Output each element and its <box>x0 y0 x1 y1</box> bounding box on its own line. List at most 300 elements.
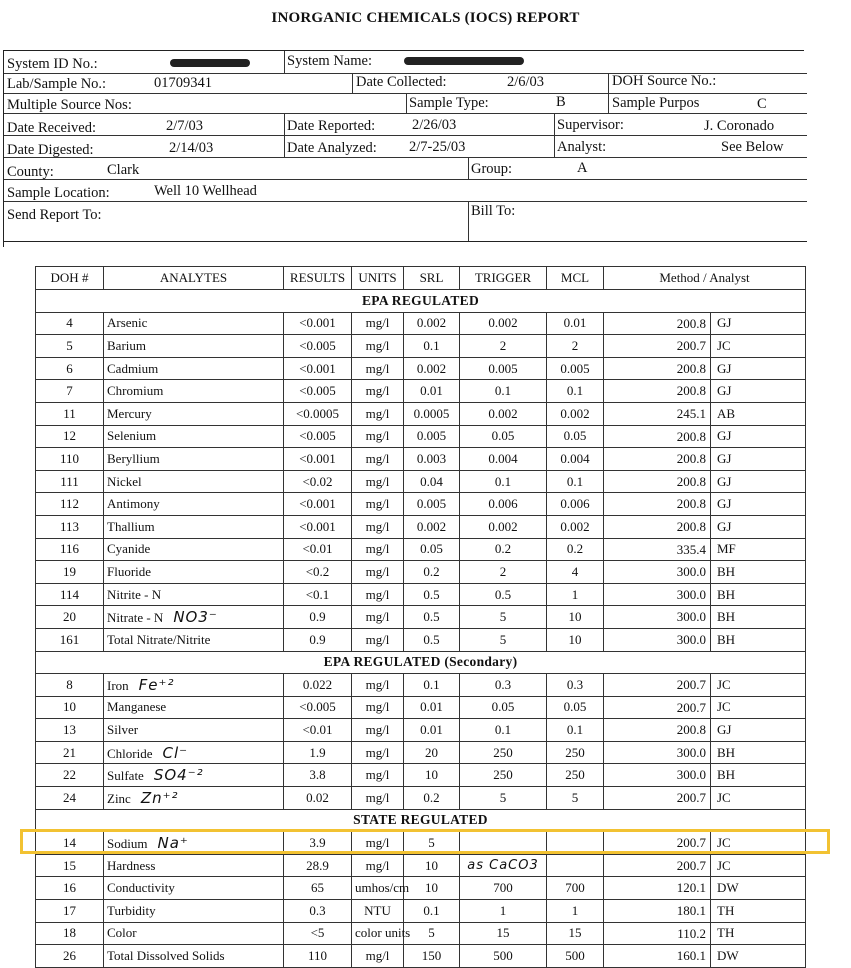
supervisor-label: Supervisor: <box>557 117 624 133</box>
method-number: 120.1 <box>607 877 711 899</box>
method-cell <box>604 606 806 629</box>
method-number: 200.8 <box>607 516 711 538</box>
analyst-initials: MF <box>717 541 736 557</box>
header-form <box>3 50 804 247</box>
analyst-initials: BH <box>717 744 736 760</box>
analyst-initials: TH <box>717 902 735 918</box>
analyst-initials: BH <box>717 767 736 783</box>
method-cell <box>604 764 806 787</box>
mcl-value: 0.01 <box>547 312 604 335</box>
method-number: 200.8 <box>607 471 711 493</box>
trigger-value: 5 <box>460 787 547 810</box>
srl-value: 0.005 <box>404 425 460 448</box>
units-value: mg/l <box>352 787 404 810</box>
analyst-initials: JC <box>717 699 731 715</box>
result-value: 65 <box>284 877 352 900</box>
analyte-cell <box>104 674 284 697</box>
srl-value: 0.0005 <box>404 402 460 425</box>
header-rule <box>4 179 807 180</box>
analyst-initials: GJ <box>717 496 732 512</box>
sample-type-label: Sample Type: <box>409 95 489 111</box>
analyte-cell <box>104 877 284 900</box>
table-row <box>36 357 806 380</box>
column-header: MCL <box>547 267 604 290</box>
analyte-name: Nitrite - N <box>107 586 162 602</box>
method-number: 200.8 <box>607 358 711 380</box>
mcl-value: 0.006 <box>547 493 604 516</box>
method-cell <box>604 674 806 697</box>
mcl-value: 500 <box>547 945 604 968</box>
method-number: 200.8 <box>607 719 711 741</box>
method-cell <box>604 402 806 425</box>
trigger-value: 0.004 <box>460 448 547 471</box>
doh-number: 114 <box>36 583 104 606</box>
srl-value: 0.5 <box>404 606 460 629</box>
units-value: mg/l <box>352 945 404 968</box>
analyte-cell <box>104 425 284 448</box>
srl-value: 0.05 <box>404 538 460 561</box>
table-row <box>36 832 806 855</box>
trigger-value: 0.5 <box>460 583 547 606</box>
method-cell <box>604 832 806 855</box>
mcl-value: 0.002 <box>547 402 604 425</box>
table-row <box>36 312 806 335</box>
trigger-value: 250 <box>460 741 547 764</box>
units-value: mg/l <box>352 741 404 764</box>
trigger-value: as CaCO3 <box>460 854 547 877</box>
header-divider <box>468 201 469 241</box>
analyte-name: Silver <box>107 722 139 738</box>
analyte-cell <box>104 854 284 877</box>
analyte-cell <box>104 787 284 810</box>
supervisor-value: J. Coronado <box>704 118 775 134</box>
analyte-cell <box>104 561 284 584</box>
srl-value: 0.1 <box>404 900 460 923</box>
date-analyzed-label: Date Analyzed: <box>287 140 377 156</box>
table-body <box>36 290 806 968</box>
trigger-value: 250 <box>460 764 547 787</box>
table-row <box>36 335 806 358</box>
srl-value: 5 <box>404 832 460 855</box>
doh-number: 7 <box>36 380 104 403</box>
column-header: ANALYTES <box>104 267 284 290</box>
srl-value: 10 <box>404 854 460 877</box>
doh-number: 10 <box>36 696 104 719</box>
method-cell <box>604 741 806 764</box>
srl-value: 0.002 <box>404 515 460 538</box>
mcl-value: 250 <box>547 764 604 787</box>
analyst-initials: DW <box>717 948 739 964</box>
trigger-value: 0.005 <box>460 357 547 380</box>
method-number: 245.1 <box>607 403 711 425</box>
method-number: 300.0 <box>607 629 711 651</box>
mcl-value: 15 <box>547 922 604 945</box>
doh-number: 22 <box>36 764 104 787</box>
doh-number: 16 <box>36 877 104 900</box>
trigger-value: 2 <box>460 561 547 584</box>
analyst-label: Analyst: <box>557 139 607 155</box>
result-value: <0.005 <box>284 380 352 403</box>
table-row <box>36 741 806 764</box>
header-rule <box>4 135 807 136</box>
trigger-value: 0.05 <box>460 425 547 448</box>
header-divider <box>406 93 407 113</box>
analyte-name: Iron <box>107 677 129 693</box>
sample-purpose-label: Sample Purpos <box>612 95 700 111</box>
analyst-initials: GJ <box>717 428 732 444</box>
column-header: UNITS <box>352 267 404 290</box>
srl-value: 150 <box>404 945 460 968</box>
method-number: 200.8 <box>607 448 711 470</box>
send-report-label: Send Report To: <box>7 207 102 223</box>
srl-value: 0.5 <box>404 628 460 651</box>
date-collected-label: Date Collected: <box>356 74 447 90</box>
section-header-row <box>36 290 806 313</box>
analyte-name: Hardness <box>107 857 156 873</box>
analyst-initials: AB <box>717 405 736 421</box>
table-row <box>36 764 806 787</box>
header-divider <box>554 113 555 157</box>
column-header: TRIGGER <box>460 267 547 290</box>
handwritten-note: NO3⁻ <box>173 608 218 627</box>
method-cell <box>604 900 806 923</box>
result-value: 0.022 <box>284 674 352 697</box>
redacted-system-name <box>404 57 524 65</box>
method-number: 160.1 <box>607 945 711 967</box>
units-value: mg/l <box>352 380 404 403</box>
table-row <box>36 674 806 697</box>
method-cell <box>604 719 806 742</box>
method-cell <box>604 696 806 719</box>
header-bottom-rule <box>4 241 807 242</box>
county-label: County: <box>7 164 54 180</box>
doh-number: 6 <box>36 357 104 380</box>
table-row <box>36 538 806 561</box>
analyte-name: Nickel <box>107 473 142 489</box>
analytes-table-wrap <box>35 266 805 968</box>
units-value: mg/l <box>352 696 404 719</box>
analyte-name: Antimony <box>107 496 160 512</box>
mcl-value: 0.3 <box>547 674 604 697</box>
srl-value: 10 <box>404 877 460 900</box>
result-value: <0.005 <box>284 696 352 719</box>
result-value: 0.9 <box>284 628 352 651</box>
trigger-value <box>460 832 547 855</box>
mcl-value: 0.1 <box>547 470 604 493</box>
method-cell <box>604 493 806 516</box>
method-number: 300.0 <box>607 561 711 583</box>
analyte-cell <box>104 470 284 493</box>
method-cell <box>604 448 806 471</box>
system-id-label: System ID No.: <box>7 56 98 72</box>
units-value: mg/l <box>352 357 404 380</box>
units-value: mg/l <box>352 402 404 425</box>
analyst-initials: GJ <box>717 315 732 331</box>
srl-value: 0.002 <box>404 357 460 380</box>
method-cell <box>604 787 806 810</box>
analyte-cell <box>104 900 284 923</box>
srl-value: 0.2 <box>404 561 460 584</box>
doh-number: 11 <box>36 402 104 425</box>
mcl-value: 10 <box>547 628 604 651</box>
units-value: mg/l <box>352 312 404 335</box>
analyte-cell <box>104 922 284 945</box>
table-row <box>36 606 806 629</box>
srl-value: 0.01 <box>404 696 460 719</box>
section-title: EPA REGULATED (Secondary) <box>36 651 806 674</box>
sample-purpose-value: C <box>757 96 767 112</box>
mcl-value: 0.05 <box>547 425 604 448</box>
date-collected-value: 2/6/03 <box>507 74 545 90</box>
table-row <box>36 922 806 945</box>
analyst-initials: JC <box>717 835 731 851</box>
header-rule <box>4 201 807 202</box>
analyst-value: See Below <box>721 139 784 155</box>
srl-value: 0.04 <box>404 470 460 493</box>
method-cell <box>604 854 806 877</box>
section-header-row <box>36 809 806 832</box>
units-value: mg/l <box>352 583 404 606</box>
handwritten-note: SO4⁻² <box>153 766 204 785</box>
sample-type-value: B <box>556 94 566 110</box>
mcl-value: 250 <box>547 741 604 764</box>
srl-value: 0.2 <box>404 787 460 810</box>
group-value: A <box>577 160 588 176</box>
table-row <box>36 561 806 584</box>
analyst-initials: BH <box>717 563 736 579</box>
result-value: <0.001 <box>284 357 352 380</box>
bill-to-label: Bill To: <box>471 203 516 219</box>
method-cell <box>604 380 806 403</box>
trigger-value: 0.1 <box>460 380 547 403</box>
method-cell <box>604 425 806 448</box>
section-title: STATE REGULATED <box>36 809 806 832</box>
analyte-cell <box>104 312 284 335</box>
table-row <box>36 470 806 493</box>
table-row <box>36 628 806 651</box>
mcl-value: 700 <box>547 877 604 900</box>
units-value: mg/l <box>352 561 404 584</box>
srl-value: 0.1 <box>404 335 460 358</box>
analyst-initials: BH <box>717 609 736 625</box>
redacted-system-id <box>170 59 250 67</box>
analyte-cell <box>104 515 284 538</box>
section-header-row <box>36 651 806 674</box>
method-cell <box>604 470 806 493</box>
analyst-initials: GJ <box>717 360 732 376</box>
analyte-cell <box>104 628 284 651</box>
method-number: 200.7 <box>607 832 711 854</box>
srl-value: 0.003 <box>404 448 460 471</box>
method-number: 200.8 <box>607 426 711 448</box>
doh-number: 112 <box>36 493 104 516</box>
units-value: mg/l <box>352 425 404 448</box>
srl-value: 0.01 <box>404 719 460 742</box>
method-number: 200.7 <box>607 335 711 357</box>
header-divider <box>468 157 469 179</box>
trigger-value: 0.006 <box>460 493 547 516</box>
method-number: 200.8 <box>607 313 711 335</box>
doh-number: 4 <box>36 312 104 335</box>
analyte-cell <box>104 741 284 764</box>
analyst-initials: DW <box>717 880 739 896</box>
result-value: <0.001 <box>284 515 352 538</box>
lab-sample-value: 01709341 <box>154 75 212 91</box>
result-value: <0.02 <box>284 470 352 493</box>
analyte-name: Barium <box>107 337 146 353</box>
doh-number: 26 <box>36 945 104 968</box>
table-row <box>36 877 806 900</box>
trigger-value: 5 <box>460 606 547 629</box>
units-value: mg/l <box>352 335 404 358</box>
mcl-value: 0.1 <box>547 719 604 742</box>
method-number: 110.2 <box>607 923 711 945</box>
method-number: 200.7 <box>607 787 711 809</box>
units-value: mg/l <box>352 606 404 629</box>
units-value: mg/l <box>352 674 404 697</box>
result-value: <0.001 <box>284 448 352 471</box>
method-number: 300.0 <box>607 742 711 764</box>
analyte-name: Color <box>107 925 137 941</box>
result-value: 110 <box>284 945 352 968</box>
units-value: mg/l <box>352 470 404 493</box>
table-row <box>36 380 806 403</box>
mcl-value: 0.05 <box>547 696 604 719</box>
doh-number: 20 <box>36 606 104 629</box>
method-cell <box>604 335 806 358</box>
analyte-cell <box>104 448 284 471</box>
doh-number: 19 <box>36 561 104 584</box>
result-value: <0.0005 <box>284 402 352 425</box>
analyte-cell <box>104 764 284 787</box>
srl-value: 5 <box>404 922 460 945</box>
method-cell <box>604 628 806 651</box>
srl-value: 10 <box>404 764 460 787</box>
analyte-cell <box>104 583 284 606</box>
analyte-name: Nitrate - N <box>107 610 164 626</box>
trigger-value: 5 <box>460 628 547 651</box>
units-value: mg/l <box>352 515 404 538</box>
analyst-initials: BH <box>717 631 736 647</box>
doh-number: 15 <box>36 854 104 877</box>
sample-location-value: Well 10 Wellhead <box>154 183 257 199</box>
analyte-cell <box>104 696 284 719</box>
result-value: 1.9 <box>284 741 352 764</box>
method-number: 200.7 <box>607 697 711 719</box>
doh-number: 8 <box>36 674 104 697</box>
doh-number: 110 <box>36 448 104 471</box>
doh-number: 113 <box>36 515 104 538</box>
trigger-value: 0.002 <box>460 515 547 538</box>
method-number: 200.7 <box>607 855 711 877</box>
method-number: 335.4 <box>607 539 711 561</box>
column-header: SRL <box>404 267 460 290</box>
column-header: Method / Analyst <box>604 267 806 290</box>
table-row <box>36 719 806 742</box>
method-cell <box>604 357 806 380</box>
table-row <box>36 493 806 516</box>
doh-source-label: DOH Source No.: <box>612 73 717 89</box>
header-divider <box>284 113 285 157</box>
trigger-value: 1 <box>460 900 547 923</box>
srl-value: 0.01 <box>404 380 460 403</box>
analyte-name: Total Nitrate/Nitrite <box>107 631 211 647</box>
table-row <box>36 900 806 923</box>
table-row <box>36 945 806 968</box>
mcl-value: 0.1 <box>547 380 604 403</box>
analyte-cell <box>104 538 284 561</box>
handwritten-note: Zn⁺² <box>140 788 179 807</box>
analyte-name: Thallium <box>107 518 155 534</box>
section-title: EPA REGULATED <box>36 290 806 313</box>
analyst-initials: GJ <box>717 722 732 738</box>
table-row <box>36 583 806 606</box>
method-cell <box>604 538 806 561</box>
srl-value: 0.005 <box>404 493 460 516</box>
doh-number: 14 <box>36 832 104 855</box>
table-row <box>36 696 806 719</box>
analyst-initials: JC <box>717 789 731 805</box>
mcl-value: 0.004 <box>547 448 604 471</box>
method-cell <box>604 922 806 945</box>
analyte-name: Sulfate <box>107 768 144 784</box>
units-value: NTU <box>352 900 404 923</box>
method-number: 300.0 <box>607 584 711 606</box>
mcl-value: 4 <box>547 561 604 584</box>
mcl-value: 0.005 <box>547 357 604 380</box>
mcl-value <box>547 832 604 855</box>
srl-value: 0.1 <box>404 674 460 697</box>
units-value: umhos/cm <box>352 877 404 900</box>
doh-number: 12 <box>36 425 104 448</box>
analyst-initials: JC <box>717 676 731 692</box>
multiple-source-label: Multiple Source Nos: <box>7 97 132 113</box>
result-value: 0.02 <box>284 787 352 810</box>
method-number: 200.7 <box>607 674 711 696</box>
analyst-initials: GJ <box>717 450 732 466</box>
doh-number: 17 <box>36 900 104 923</box>
analyst-initials: GJ <box>717 473 732 489</box>
table-row <box>36 448 806 471</box>
analyte-cell <box>104 335 284 358</box>
method-cell <box>604 561 806 584</box>
date-received-label: Date Received: <box>7 120 96 136</box>
analyst-initials: GJ <box>717 383 732 399</box>
method-number: 200.8 <box>607 380 711 402</box>
trigger-value: 0.2 <box>460 538 547 561</box>
trigger-value: 2 <box>460 335 547 358</box>
result-value: <0.01 <box>284 719 352 742</box>
date-received-value: 2/7/03 <box>166 118 204 134</box>
analyte-name: Chloride <box>107 745 153 761</box>
county-value: Clark <box>107 162 140 178</box>
analyte-name: Selenium <box>107 428 157 444</box>
trigger-value: 700 <box>460 877 547 900</box>
mcl-value: 5 <box>547 787 604 810</box>
analyte-name: Manganese <box>107 699 167 715</box>
doh-number: 5 <box>36 335 104 358</box>
units-value: color units <box>352 922 404 945</box>
handwritten-note: Cl⁻ <box>162 743 189 762</box>
analyte-name: Conductivity <box>107 880 175 896</box>
analyst-initials: TH <box>717 925 735 941</box>
mcl-value: 0.002 <box>547 515 604 538</box>
result-value: 28.9 <box>284 854 352 877</box>
analyte-cell <box>104 719 284 742</box>
analyst-initials: JC <box>717 857 731 873</box>
mcl-value <box>547 854 604 877</box>
mcl-value: 1 <box>547 900 604 923</box>
